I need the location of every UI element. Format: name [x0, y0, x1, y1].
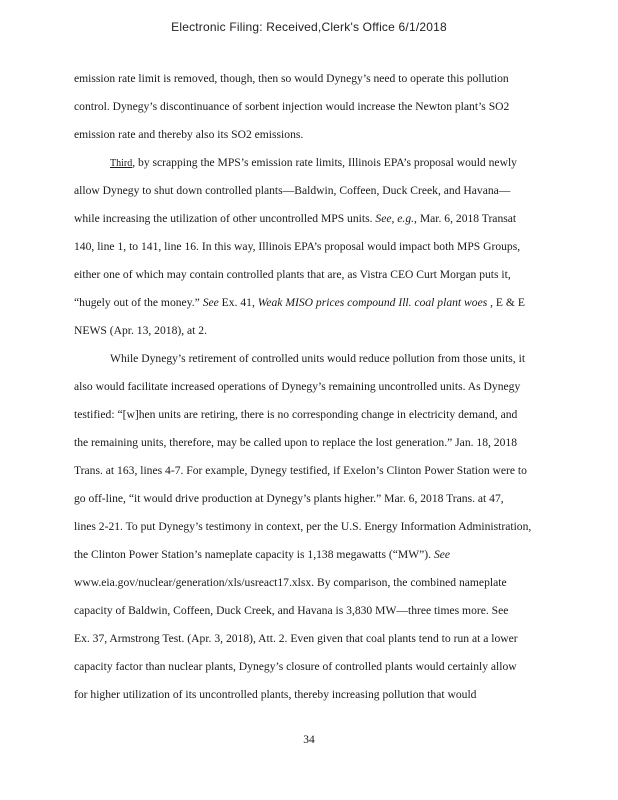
body-text-line: Ex. 37, Armstrong Test. (Apr. 3, 2018), Att. 2. Even given that coal plants tend to run at a lower [74, 632, 518, 645]
body-text-line: also would facilitate increased operations of Dynegy’s remaining uncontrolled units. As Dynegy [74, 380, 521, 393]
body-text-line-with-citation [74, 548, 614, 562]
electronic-filing-header: Electronic Filing: Received,Clerk's Office 6/1/2018 [171, 20, 447, 34]
capacity-text: the Clinton Power Station’s nameplate capacity is 1,138 megawatts (“MW”). [74, 548, 434, 561]
citation-signal: See [202, 296, 219, 309]
body-text-line: capacity of Baldwin, Coffeen, Duck Creek, and Havana is 3,830 MW—three times more. See [74, 604, 509, 617]
body-text-line: go off-line, “it would drive production at Dynegy’s plants higher.” Mar. 6, 2018 Trans. at 47, [74, 492, 504, 505]
body-text-line: capacity factor than nuclear plants, Dynegy’s closure of controlled plants would certainly allow [74, 660, 517, 673]
body-text-line: testified: “[w]hen units are retiring, there is no corresponding change in electricity demand, and [74, 408, 518, 421]
citation-mid: Ex. 41, [218, 296, 258, 309]
citation-signal: See, e.g. [375, 212, 415, 225]
paragraph-third-first-line [110, 156, 614, 171]
body-text-line: lines 2-21. To put Dynegy’s testimony in context, per the U.S. Energy Information Administration, [74, 520, 532, 533]
body-text-line: control. Dynegy’s discontinuance of sorbent injection would increase the Newton plant’s SO2 [74, 100, 510, 113]
body-text-line: either one of which may contain controlled plants that are, as Vistra CEO Curt Morgan puts it, [74, 268, 511, 281]
citation-post: , E & E [487, 296, 525, 309]
body-text-line: the remaining units, therefore, may be called upon to replace the lost generation.” Jan. 18, 2018 [74, 436, 517, 449]
citation-pre: “hugely out of the money.” [74, 296, 203, 309]
body-text-line: emission rate limit is removed, though, then so would Dynegy’s need to operate this pollution [74, 72, 509, 85]
body-text-line-with-citation [74, 296, 614, 310]
citation-post: , Mar. 6, 2018 Transat [414, 212, 517, 225]
body-text-line-with-citation [74, 212, 614, 226]
paragraph-first-line: While Dynegy’s retirement of controlled units would reduce pollution from those units, it [110, 352, 526, 365]
body-text-line: 140, line 1, to 141, line 16. In this way, Illinois EPA’s proposal would impact both MPS Groups, [74, 240, 521, 253]
page-number: 34 [303, 734, 315, 746]
body-text-line: emission rate and thereby also its SO2 emissions. [74, 128, 304, 141]
body-text-line: NEWS (Apr. 13, 2018), at 2. [74, 324, 207, 337]
url-line: www.eia.gov/nuclear/generation/xls/usreact17.xlsx. By comparison, the combined nameplate [74, 576, 507, 589]
body-text-line: Trans. at 163, lines 4-7. For example, Dynegy testified, if Exelon’s Clinton Power Station were to [74, 464, 527, 477]
citation-signal: See [433, 548, 451, 561]
article-title: Weak MISO prices compound Ill. coal plant woes [257, 296, 488, 309]
third-label: Third [110, 158, 133, 169]
body-text-line: for higher utilization of its uncontrolled plants, thereby increasing pollution that would [74, 688, 477, 701]
citation-pre: while increasing the utilization of other uncontrolled MPS units. [74, 212, 376, 225]
paragraph-third-text: , by scrapping the MPS’s emission rate limits, Illinois EPA’s proposal would newly [132, 156, 517, 169]
body-text-line: allow Dynegy to shut down controlled plants—Baldwin, Coffeen, Duck Creek, and Havana— [74, 184, 511, 197]
